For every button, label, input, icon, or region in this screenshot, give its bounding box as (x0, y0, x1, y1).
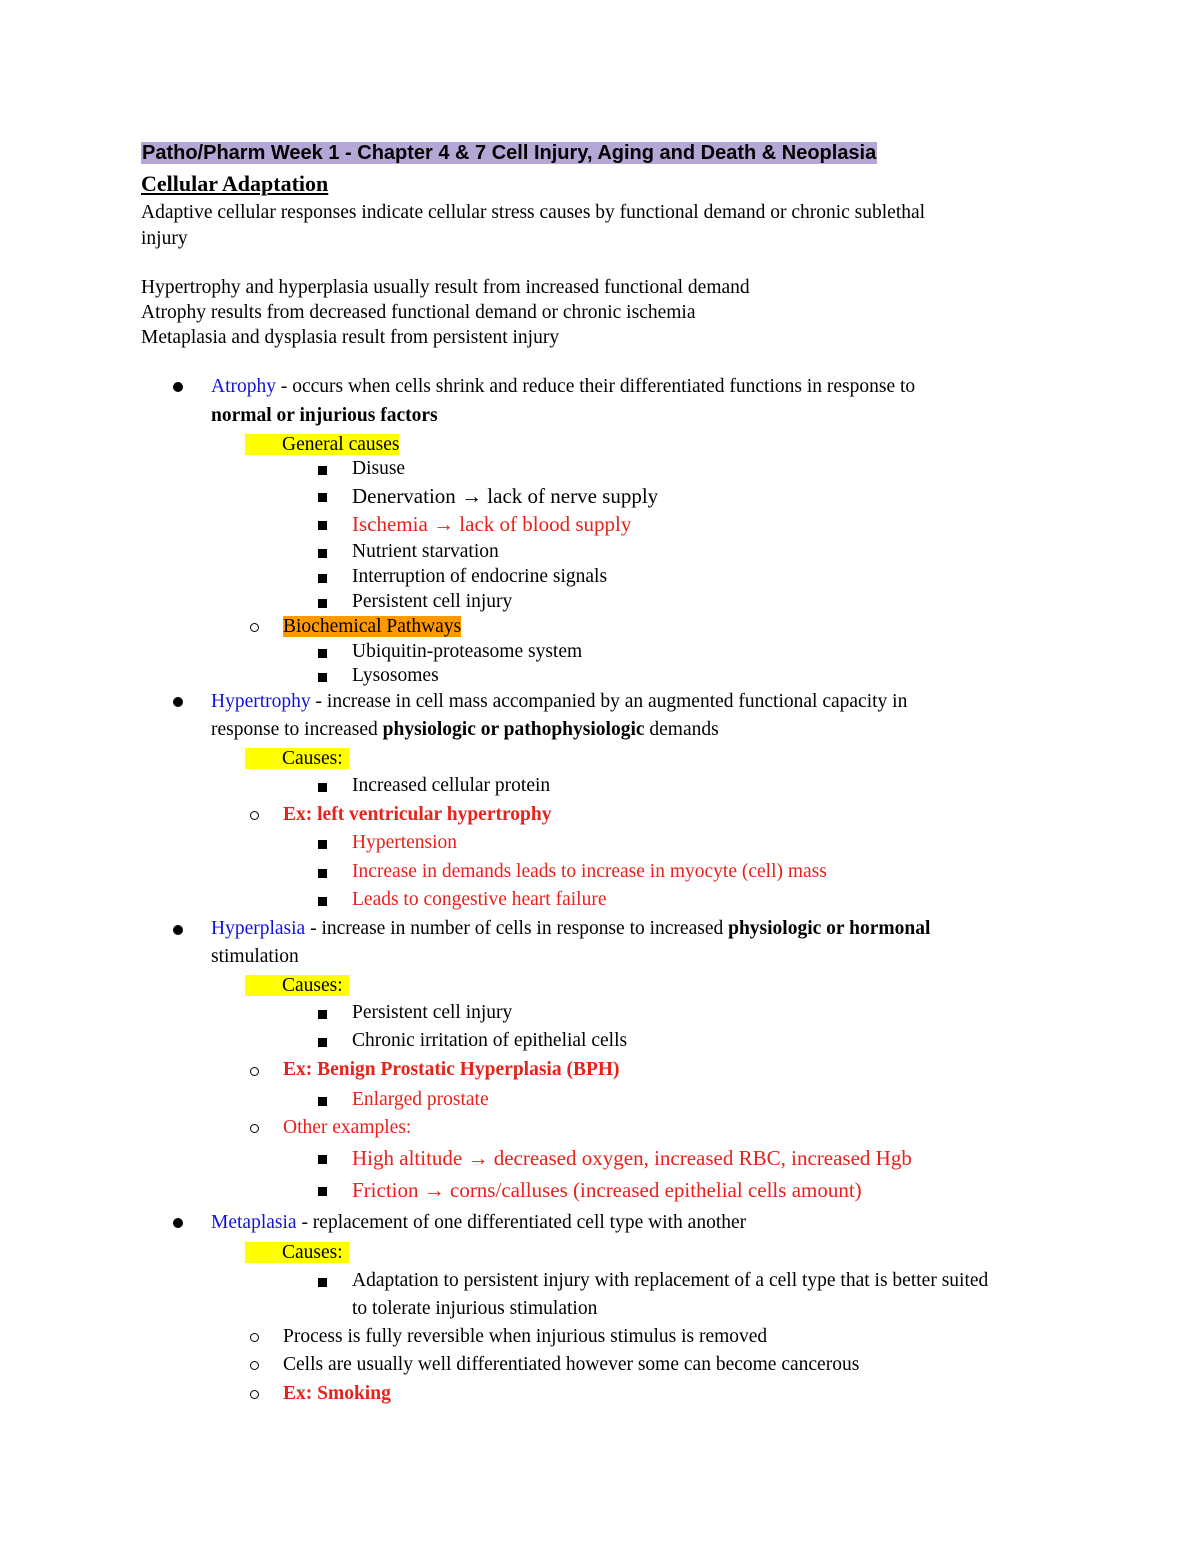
causes-label: Causes: (245, 975, 349, 996)
sub-item: Process is fully reversible when injurious stimulus is removed (283, 1326, 768, 1347)
bullet-square (318, 549, 327, 558)
sub-sub-item: Leads to congestive heart failure (352, 889, 607, 910)
bullet-square (318, 673, 327, 682)
biochemical-pathways-label: Biochemical Pathways (283, 616, 462, 637)
document-title-line (141, 141, 877, 166)
bullet-square (318, 1187, 327, 1196)
bullet-circle (250, 623, 259, 632)
document-title: Patho/Pharm Week 1 - Chapter 4 & 7 Cell Injury, Aging and Death & Neoplasia (142, 142, 877, 164)
sub-sub-item: Increase in demands leads to increase in myocyte (cell) mass (352, 861, 827, 882)
sub-sub-item: Adaptation to persistent injury with replacement of a cell type that is better suited (352, 1270, 989, 1291)
bullet-dot (173, 697, 183, 707)
sub-sub-item: High altitude → decreased oxygen, increased RBC, increased Hgb (352, 1146, 912, 1170)
sub-sub-item: Nutrient starvation (352, 541, 499, 562)
term-description-bold: physiologic or hormonal (728, 918, 931, 939)
bullet-circle (250, 1333, 259, 1342)
other-examples-label: Other examples: (283, 1117, 412, 1138)
bullet-square (318, 869, 327, 878)
term-description-line2: stimulation (211, 946, 299, 967)
sub-sub-item: Chronic irritation of epithelial cells (352, 1030, 628, 1051)
bullet-square (318, 1038, 327, 1047)
sub-sub-item: Enlarged prostate (352, 1089, 489, 1110)
sub-sub-item: Persistent cell injury (352, 591, 513, 612)
bullet-square (318, 897, 327, 906)
bullet-circle (250, 1067, 259, 1076)
list-item-hyperplasia (211, 917, 930, 941)
term-description-line2 (211, 718, 719, 742)
term-hyperplasia: Hyperplasia (211, 918, 306, 939)
sub-sub-item: Lysosomes (352, 665, 439, 686)
term-description-bold: normal or injurious factors (211, 405, 438, 426)
bullet-square (318, 1097, 327, 1106)
intro-text: Hypertrophy and hyperplasia usually result from increased functional demand (141, 277, 750, 298)
text-span-bold: physiologic or pathophysiologic (382, 719, 645, 740)
bullet-square (318, 1010, 327, 1019)
example-label: Ex: left ventricular hypertrophy (283, 804, 552, 825)
causes-label: Causes: (245, 748, 349, 769)
sub-item (245, 747, 349, 771)
term-hypertrophy: Hypertrophy (211, 691, 311, 712)
bullet-circle (250, 1124, 259, 1133)
sub-sub-item: Persistent cell injury (352, 1002, 513, 1023)
section-heading: Cellular Adaptation (141, 171, 329, 196)
sub-sub-item: Disuse (352, 458, 406, 479)
term-metaplasia: Metaplasia (211, 1212, 297, 1233)
sub-item (283, 615, 461, 639)
sub-item: Cells are usually well differentiated however some can become cancerous (283, 1354, 860, 1375)
bullet-dot (173, 925, 183, 935)
example-label: Ex: Smoking (283, 1383, 391, 1404)
sub-sub-item: Friction → corns/calluses (increased epithelial cells amount) (352, 1178, 862, 1202)
bullet-circle (250, 1361, 259, 1370)
bullet-square (318, 1278, 327, 1287)
term-description: - increase in cell mass accompanied by an augmented functional capacity in (310, 691, 908, 712)
causes-label: Causes: (245, 1242, 349, 1263)
bullet-square (318, 840, 327, 849)
list-item-metaplasia (211, 1211, 746, 1235)
sub-sub-item: Denervation → lack of nerve supply (352, 484, 659, 508)
term-description: - occurs when cells shrink and reduce their differentiated functions in response to (276, 376, 916, 397)
bullet-square (318, 574, 327, 583)
list-item-atrophy (211, 375, 915, 399)
intro-text: Adaptive cellular responses indicate cellular stress causes by functional demand or chronic sublethal (141, 202, 926, 223)
text-span: demands (644, 719, 719, 740)
sub-sub-item-continued: to tolerate injurious stimulation (352, 1298, 598, 1319)
sub-sub-item: Increased cellular protein (352, 775, 551, 796)
term-atrophy: Atrophy (211, 376, 276, 397)
intro-text: injury (141, 228, 188, 249)
intro-text: Atrophy results from decreased functional demand or chronic ischemia (141, 302, 696, 323)
sub-item (245, 974, 349, 998)
sub-sub-item: Ischemia → lack of blood supply (352, 512, 632, 536)
list-item-hypertrophy (211, 690, 907, 714)
sub-sub-item: Ubiquitin-proteasome system (352, 641, 583, 662)
bullet-circle (250, 811, 259, 820)
bullet-square (318, 521, 327, 530)
bullet-square (318, 1155, 327, 1164)
bullet-circle (250, 1390, 259, 1399)
sub-item (245, 1241, 349, 1265)
sub-sub-item: Interruption of endocrine signals (352, 566, 608, 587)
bullet-dot (173, 382, 183, 392)
sub-sub-item: Hypertension (352, 832, 458, 853)
example-label: Ex: Benign Prostatic Hyperplasia (BPH) (283, 1059, 620, 1080)
sub-item (245, 433, 399, 457)
general-causes-label: General causes (245, 434, 399, 455)
bullet-square (318, 783, 327, 792)
bullet-square (318, 493, 327, 502)
bullet-square (318, 466, 327, 475)
bullet-dot (173, 1218, 183, 1228)
bullet-square (318, 599, 327, 608)
intro-text: Metaplasia and dysplasia result from persistent injury (141, 327, 560, 348)
term-description: - replacement of one differentiated cell type with another (296, 1212, 747, 1233)
text-span: response to increased (211, 719, 383, 740)
term-description: - increase in number of cells in response to increased (305, 918, 729, 939)
bullet-square (318, 649, 327, 658)
